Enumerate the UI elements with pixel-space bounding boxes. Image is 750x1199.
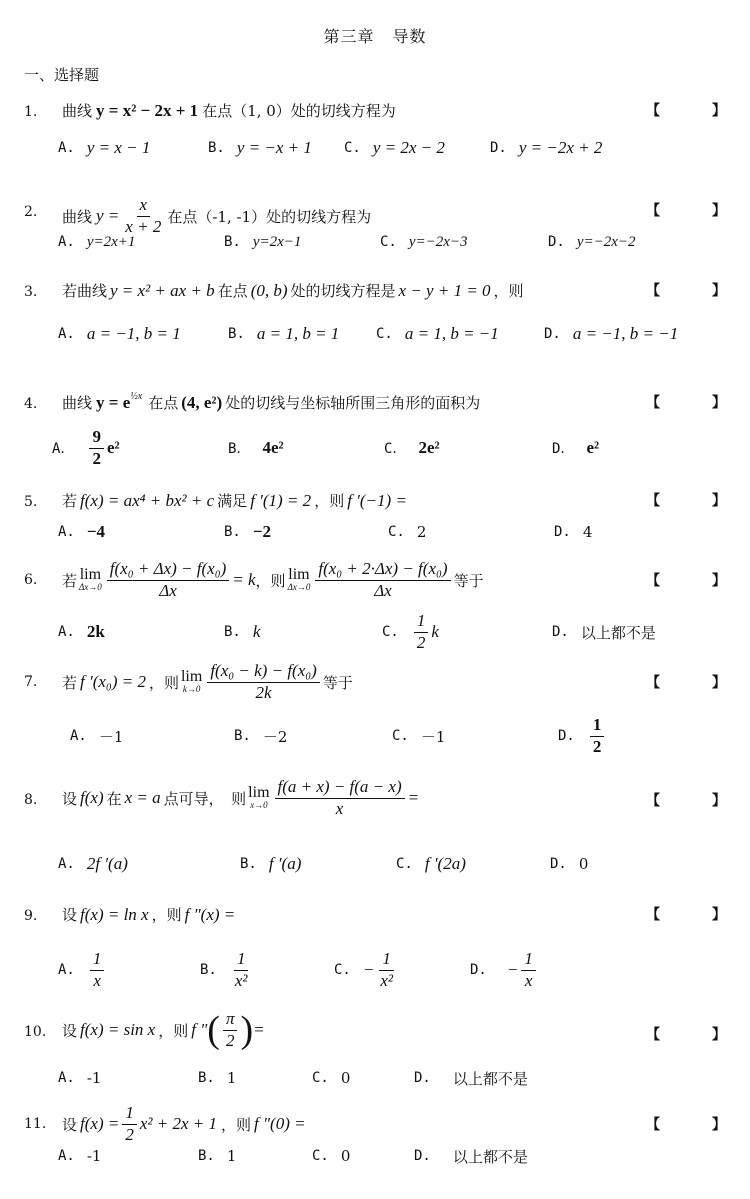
option-b[interactable]: B. −2 (224, 522, 272, 541)
question-5 (24, 486, 726, 541)
option-d[interactable]: D. y = −2x + 2 (490, 138, 603, 157)
option-b[interactable]: B. f ′(a) (240, 854, 302, 873)
answer-bracket[interactable]: 【 】 (646, 103, 726, 119)
option-a[interactable]: A. y = x − 1 (58, 138, 151, 157)
option-b[interactable]: B. k (224, 622, 261, 641)
option-a[interactable]: A. －1 (70, 727, 124, 746)
option-b[interactable]: B. $\frac{1}{\text{x²}}$ (200, 948, 248, 990)
option-d[interactable]: D. − $\frac{1}{x}$ (470, 950, 539, 990)
question-stem: 若 f(x) = ax⁴ + bx² + c 满足 f ′(1) = 2 ，则 f ′(−1) = (62, 490, 407, 510)
option-a[interactable]: A. 2f ′(a) (58, 854, 128, 873)
option-c[interactable]: C． 2e² (384, 438, 440, 457)
option-d[interactable]: D． e² (552, 438, 600, 457)
question-stem: 若 f ′(x₀) = 2 ，则 lim k→0 $\frac{\text{f(x₀ − k) − f(x₀)}}{2k}$ 等于 (62, 661, 353, 702)
option-c[interactable]: C. －1 (392, 727, 446, 746)
option-d[interactable]: D. $\frac{1}{2}$ (558, 716, 607, 756)
question-number: 7. (24, 674, 38, 690)
answer-bracket[interactable]: 【 】 (646, 395, 726, 411)
question-number: 4. (24, 396, 38, 412)
question-number: 8. (24, 792, 38, 808)
question-stem: 若 lim Δx→0 $\frac{\text{f(x₀ + Δx) − f(x₀)}}{\Delta x}$ = k ，则 lim Δx→0 $\frac{\text{f(x₀ + 2·Δx) − f(x₀)}}{\Delta x}$ 等于 (62, 559, 484, 600)
question-9 (24, 900, 726, 990)
answer-bracket[interactable]: 【 】 (646, 907, 726, 923)
option-a[interactable]: A. -1 (58, 1147, 102, 1165)
chapter-topic: 导数 (392, 27, 427, 46)
question-number: 3. (24, 284, 38, 300)
option-c[interactable]: C. f ′(2a) (396, 854, 466, 873)
option-d[interactable]: D. y=−2x−2 (548, 233, 636, 250)
question-4 (24, 388, 726, 468)
question-6 (24, 559, 726, 652)
question-11 (24, 1103, 726, 1166)
option-b[interactable]: B. 1 (198, 1069, 237, 1087)
option-c[interactable]: C. y = 2x − 2 (344, 138, 445, 157)
question-stem: 曲线 y = x² − 2x + 1 在点（1, 0）处的切线方程为 (62, 100, 396, 120)
question-number: 10. (24, 1024, 47, 1040)
option-c[interactable]: C. 0 (312, 1069, 351, 1087)
option-c[interactable]: C. a = 1, b = −1 (376, 324, 499, 343)
option-a[interactable]: A. y=2x+1 (58, 233, 136, 250)
option-a[interactable]: A. 2k (58, 622, 105, 641)
answer-bracket[interactable]: 【 】 (646, 283, 726, 299)
answer-bracket[interactable]: 【 】 (646, 793, 726, 809)
option-a[interactable]: A． $\frac{9}{2}$ e² (52, 426, 120, 468)
answer-bracket[interactable]: 【 】 (646, 203, 726, 219)
question-stem: 设 f(x) 在 x = a 点可导， 则 lim x→0 $\frac{f(a + x) - f(a - x)}{x}$ = (62, 777, 420, 818)
option-d[interactable]: D. a = −1, b = −1 (544, 324, 679, 343)
question-number: 2. (24, 204, 38, 220)
question-1 (24, 96, 726, 157)
option-a[interactable]: A. $\frac{1}{x}$ (58, 950, 107, 990)
option-b[interactable]: B. y=2x−1 (224, 233, 302, 250)
question-stem: 设 f(x) = $\frac{1}{2}$ x² + 2x + 1 ，则 f ″(0) = (62, 1103, 306, 1144)
question-stem: 设 f(x) = ln x ，则 f ″(x) = (62, 904, 236, 924)
question-8 (24, 777, 726, 873)
question-10 (24, 1009, 726, 1088)
answer-bracket[interactable]: 【 】 (646, 493, 726, 509)
chapter-label: 第三章 (323, 27, 375, 46)
section-title: 一、选择题 (24, 66, 100, 84)
option-d[interactable]: D. 0 (550, 855, 589, 873)
answer-bracket[interactable]: 【 】 (646, 1027, 726, 1043)
option-b[interactable]: B. a = 1, b = 1 (228, 324, 340, 343)
option-c[interactable]: C. 2 (388, 523, 427, 541)
answer-bracket[interactable]: 【 】 (646, 1117, 726, 1133)
question-stem: 曲线 y = e $^{\frac{1}{2}x}$ 在点 (4, e²) 处的切线与坐标轴所围三角形的面积为 (62, 391, 481, 412)
option-a[interactable]: A. a = −1, b = 1 (58, 324, 181, 343)
question-7 (24, 661, 726, 756)
option-d[interactable]: D. 以上都不是 (552, 623, 656, 642)
question-number: 11. (24, 1116, 47, 1132)
option-a[interactable]: A. −4 (58, 522, 106, 541)
fraction: $\frac{x}{x + 2}$ (125, 195, 162, 236)
option-c[interactable]: C. − $\frac{1}{\text{x²}}$ (334, 948, 393, 990)
question-2 (24, 195, 726, 250)
option-b[interactable]: B． 4e² (228, 438, 284, 457)
question-number: 9. (24, 908, 38, 924)
option-c[interactable]: C. $\frac{1}{2}$ k (382, 610, 439, 652)
page-title (0, 24, 750, 47)
option-c[interactable]: C. 0 (312, 1147, 351, 1165)
question-number: 5. (24, 494, 38, 510)
option-b[interactable]: B. y = −x + 1 (208, 138, 312, 157)
answer-bracket[interactable]: 【 】 (646, 675, 726, 691)
question-stem: 若曲线 y = x² + ax + b 在点 (0, b) 处的切线方程是 x − y + 1 = 0 ，则 (62, 280, 524, 300)
option-b[interactable]: B. －2 (234, 727, 288, 746)
answer-bracket[interactable]: 【 】 (646, 573, 726, 589)
option-a[interactable]: A. -1 (58, 1069, 102, 1087)
question-stem: 曲线 y = $\frac{x}{x + 2}$ 在点（-1, -1）处的切线方程为 (62, 195, 372, 236)
option-c[interactable]: C. y=−2x−3 (380, 233, 468, 250)
option-d[interactable]: D. 4 (554, 523, 593, 541)
option-b[interactable]: B. 1 (198, 1147, 237, 1165)
question-number: 1. (24, 104, 38, 120)
question-number: 6. (24, 572, 38, 588)
question-stem: 设 f(x) = sin x ，则 f ″ ( $\frac{\pi}{2}$ ) = (62, 1009, 265, 1052)
option-d[interactable]: D. 以上都不是 (414, 1147, 528, 1166)
option-d[interactable]: D. 以上都不是 (414, 1069, 528, 1088)
question-3 (24, 276, 726, 343)
